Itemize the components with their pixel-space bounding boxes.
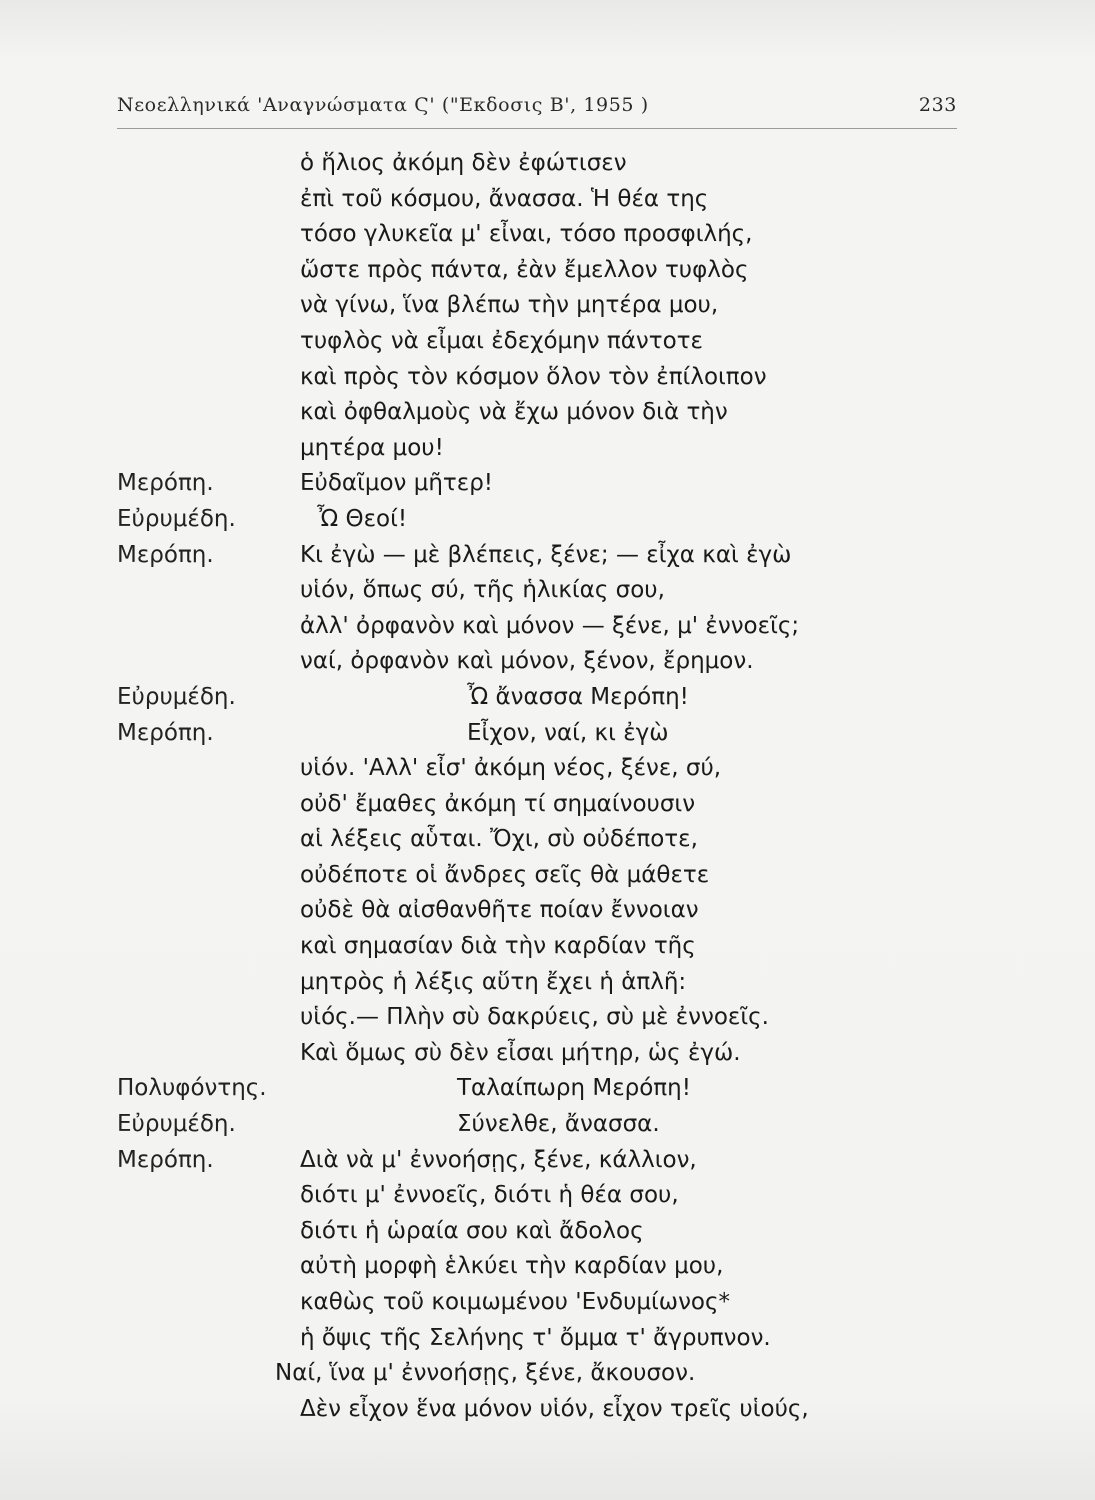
verse-text-line: ἐπὶ τοῦ κόσμου, ἄνασσα. Ἡ θέα της (300, 185, 709, 212)
verse-text-line: Εὐδαῖμον μῆτερ! (300, 470, 494, 497)
verse-line (117, 431, 977, 467)
speaker-name: Εὐρυμέδη. (117, 683, 236, 710)
verse-text-line: οὐδ' ἔμαθες ἀκόμη τί σημαίνουσιν (300, 790, 696, 817)
verse-text-line: ὁ ἥλιος ἀκόμη δὲν ἐφώτισεν (300, 150, 627, 176)
verse-line (117, 395, 977, 431)
verse-text-line: αὐτὴ μορφὴ ἑλκύει τὴν καρδίαν μου, (300, 1253, 724, 1280)
verse-line (117, 787, 977, 823)
speaker-name: Μερόπη. (117, 541, 214, 568)
speaker-name: Πολυφόντης. (117, 1075, 267, 1102)
verse-text-line: Ναί, ἵνα μ' ἐννοήσῃς, ξένε, ἄκουσον. (275, 1360, 696, 1387)
verse-line (117, 502, 977, 538)
verse-text-line: τόσο γλυκεῖα μ' εἶναι, τόσο προσφιλής, (300, 221, 753, 248)
verse-line (117, 644, 977, 680)
verse-text-line: μητρὸς ἡ λέξις αὕτη ἔχει ἡ ἁπλῆ: (300, 968, 687, 995)
verse-line (117, 1036, 977, 1072)
verse-line (117, 1107, 977, 1143)
verse-text (117, 146, 977, 1427)
verse-text-line: καὶ ὀφθαλμοὺς νὰ ἔχω μόνον διὰ τὴν (300, 399, 728, 426)
verse-line (117, 288, 977, 324)
verse-line (117, 1000, 977, 1036)
verse-text-line: οὐδέποτε οἱ ἄνδρες σεῖς θὰ μάθετε (300, 861, 710, 888)
verse-line (117, 716, 977, 752)
verse-text-line: καθὼς τοῦ κοιμωμένου 'Ενδυμίωνος* (300, 1289, 730, 1315)
speaker-name: Εὐρυμέδη. (117, 505, 236, 532)
verse-line (117, 609, 977, 645)
verse-line (117, 1356, 977, 1392)
verse-line (117, 1249, 977, 1285)
running-header (117, 94, 957, 124)
verse-text-line: Εἶχον, ναί, κι ἐγὼ (467, 719, 669, 746)
verse-line (117, 1392, 977, 1428)
header-title: Νεοελληνικά 'Αναγνώσματα Ϛ' ("Εκδοσις Β', 1955 ) (117, 94, 649, 116)
verse-text-line: ναί, ὀρφανὸν καὶ μόνον, ξένον, ἔρημον. (300, 648, 754, 675)
verse-line (117, 466, 977, 502)
verse-line (117, 360, 977, 396)
verse-line (117, 1321, 977, 1357)
verse-text-line: ὥστε πρὸς πάντα, ἐὰν ἔμελλον τυφλὸς (300, 256, 749, 283)
verse-text-line: Ταλαίπωρη Μερόπη! (457, 1075, 691, 1102)
verse-text-line: νὰ γίνω, ἵνα βλέπω τὴν μητέρα μου, (300, 292, 719, 319)
verse-line (117, 253, 977, 289)
verse-line (117, 965, 977, 1001)
speaker-name: Μερόπη. (117, 1146, 214, 1173)
verse-line (117, 182, 977, 218)
verse-text-line: Διὰ νὰ μ' ἐννοήσῃς, ξένε, κάλλιον, (300, 1146, 697, 1173)
verse-text-line: διότι ἡ ὡραία σου καὶ ἄδολος (300, 1217, 644, 1244)
verse-text-line: αἱ λέξεις αὗται. Ὄχι, σὺ οὐδέποτε, (300, 826, 698, 853)
verse-line (117, 929, 977, 965)
verse-text-line: διότι μ' ἐννοεῖς, διότι ἡ θέα σου, (300, 1182, 679, 1209)
header-divider (117, 128, 957, 129)
verse-line (117, 1143, 977, 1179)
speaker-name: Μερόπη. (117, 470, 214, 497)
verse-text-line: μητέρα μου! (300, 434, 444, 461)
verse-text-line: Καὶ ὅμως σὺ δὲν εἶσαι μήτηρ, ὡς ἐγώ. (300, 1039, 741, 1066)
verse-line (117, 1285, 977, 1321)
verse-text-line: οὐδὲ θὰ αἰσθανθῆτε ποίαν ἔννοιαν (300, 897, 699, 924)
verse-line (117, 751, 977, 787)
verse-line (117, 217, 977, 253)
speaker-name: Εὐρυμέδη. (117, 1111, 236, 1138)
verse-line (117, 680, 977, 716)
verse-line (117, 893, 977, 929)
verse-text-line: καὶ πρὸς τὸν κόσμον ὅλον τὸν ἐπίλοιπον (300, 363, 767, 390)
verse-text-line: υἱός.— Πλὴν σὺ δακρύεις, σὺ μὲ ἐννοεῖς. (300, 1004, 769, 1031)
verse-line (117, 1214, 977, 1250)
verse-text-line: υἱόν, ὅπως σύ, τῆς ἡλικίας σου, (300, 577, 665, 604)
verse-line (117, 1071, 977, 1107)
page-number: 233 (918, 94, 957, 116)
verse-text-line: ἀλλ' ὀρφανὸν καὶ μόνον — ξένε, μ' ἐννοεῖς; (300, 612, 800, 639)
verse-line (117, 146, 977, 182)
verse-line (117, 822, 977, 858)
verse-line (117, 538, 977, 574)
speaker-name: Μερόπη. (117, 719, 214, 746)
verse-text-line: Ὦ ἄνασσα Μερόπη! (467, 683, 689, 710)
verse-text-line: Σύνελθε, ἄνασσα. (457, 1111, 660, 1138)
verse-line (117, 324, 977, 360)
verse-text-line: Κι ἐγὼ — μὲ βλέπεις, ξένε; — εἶχα καὶ ἐγὼ (300, 541, 792, 568)
verse-line (117, 1178, 977, 1214)
verse-text-line: υἱόν. 'Αλλ' εἶσ' ἀκόμη νέος, ξένε, σύ, (300, 755, 722, 782)
verse-text-line: τυφλὸς νὰ εἶμαι ἐδεχόμην πάντοτε (300, 327, 703, 354)
verse-text-line: καὶ σημασίαν διὰ τὴν καρδίαν τῆς (300, 933, 696, 960)
verse-text-line: Ὦ Θεοί! (317, 505, 408, 532)
verse-text-line: Δὲν εἶχον ἕνα μόνον υἱόν, εἶχον τρεῖς υἱούς, (300, 1395, 809, 1422)
verse-line (117, 573, 977, 609)
verse-line (117, 858, 977, 894)
verse-text-line: ἡ ὄψις τῆς Σελήνης τ' ὄμμα τ' ἄγρυπνον. (300, 1324, 771, 1351)
